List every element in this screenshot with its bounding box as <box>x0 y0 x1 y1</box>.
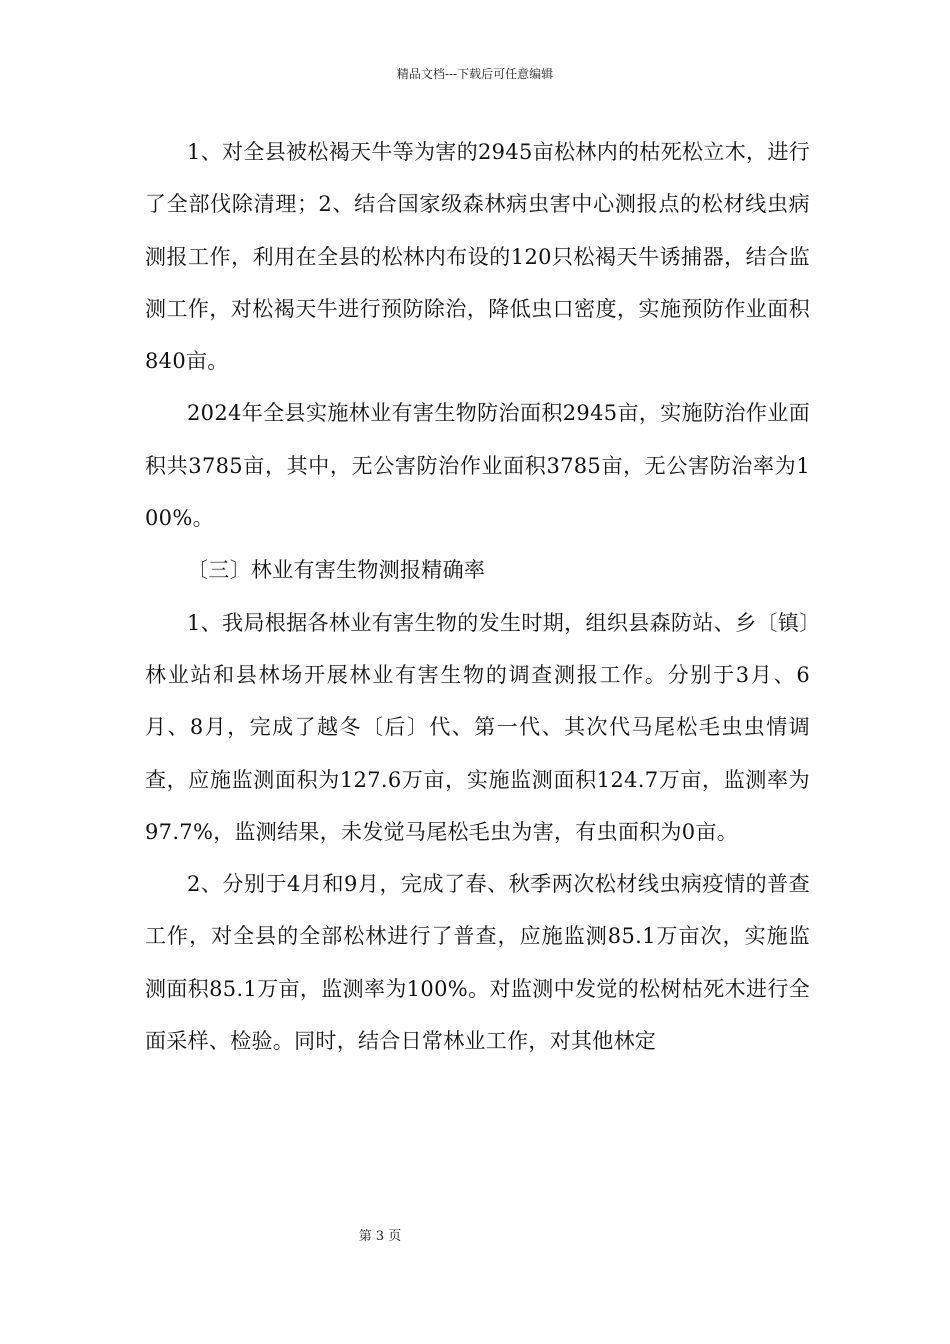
page-header: 精品文档---下载后可任意编辑 <box>396 67 554 81</box>
document-body <box>145 126 810 1067</box>
paragraph-4: 2、分别于4月和9月，完成了春、秋季两次松材线虫病疫情的普查工作，对全县的全部松林进行了普查，应施监测85.1万亩次，实施监测面积85.1万亩，监测率为100%。对监测中发觉的松树枯死木进行全面采样、检验。同时，结合日常林业工作，对其他林定 <box>145 872 810 1054</box>
paragraph-2: 2024年全县实施林业有害生物防治面积2945亩，实施防治作业面积共3785亩，其中，无公害防治作业面积3785亩，无公害防治率为100%。 <box>145 401 810 531</box>
section-heading: 〔三〕林业有害生物测报精确率 <box>187 558 486 583</box>
paragraph-1: 1、对全县被松褐天牛等为害的2945亩松林内的枯死松立木，进行了全部伐除清理；2、结合国家级森林病虫害中心测报点的松材线虫病测报工作，利用在全县的松林内布设的120只松褐天牛诱捕器，结合监测工作，对松褐天牛进行预防除治，降低虫口密度，实施预防作业面积840亩。 <box>145 140 810 374</box>
paragraph-3: 1、我局根据各林业有害生物的发生时期，组织县森防站、乡〔镇〕林业站和县林场开展林业有害生物的调查测报工作。分别于3月、6月、8月，完成了越冬〔后〕代、第一代、其次代马尾松毛虫虫情调查，应施监测面积为127.6万亩，实施监测面积124.7万亩，监测率为97.7%，监测结果，未发觉马尾松毛虫为害，有虫面积为0亩。 <box>145 610 811 844</box>
page-number: 第 3 页 <box>358 1229 402 1244</box>
